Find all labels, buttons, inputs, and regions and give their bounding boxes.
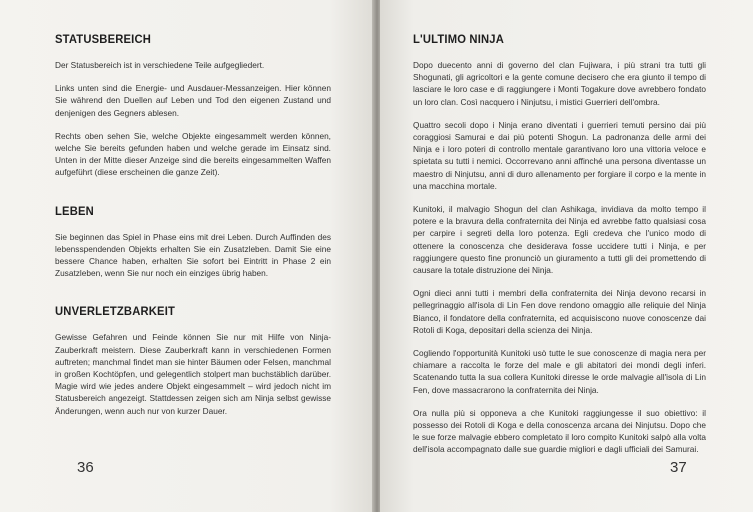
paragraph: Ogni dieci anni tutti i membri della confraternita dei Ninja devono recarsi in pellegrinaggio all'isola di Lin Fen dove rendono omaggio alle reliquie del Ninja Bianco, il fondatore della confraternita, ed acquisiscono nuove conoscenze dai Rotoli di Koga, depositari della scienza dei Ninja. <box>413 288 706 335</box>
paragraph: Dopo duecento anni di governo del clan Fujiwara, i più strani tra tutti gli Shogunati, gli agricoltori e la gente comune decisero che era giunto il tempo di lasciare le loro case e di raggiungere i Monti Togakure dove avrebbero fondato un loro clan. Così nacquero i Ninjutsu, i mistici Guerrieri dell'ombra. <box>413 60 706 107</box>
paragraph: Cogliendo l'opportunità Kunitoki usò tutte le sue conoscenze di magia nera per chiamare a raccolta le forze del male e gli abitatori dei mondi degli inferi. Scatenando tutta la sua collera Kunitoki diresse le orde malvagie all'isola di Lin Fen, dove massacrarono la confraternita dei Ninja. <box>413 348 706 395</box>
left-page <box>0 0 374 512</box>
section-spacer <box>55 290 331 304</box>
paragraph: Quattro secoli dopo i Ninja erano diventati i guerrieri temuti persino dai più coraggiosi Samurai e dai più potenti Shogun. La padronanza delle armi dei Ninja e i loro poteri di controllo mentale garantivano loro una vittoria veloce e spietata su tutti i nemici. Occorrevano anni affinché una persona diventasse un maestro di Ninjutsu, anni di duro allenamento per forgiare il corpo e la mente in una macchina mortale. <box>413 119 706 191</box>
heading-unverletzbarkeit: UNVERLETZBARKEIT <box>55 304 176 319</box>
paragraph: Rechts oben sehen Sie, welche Objekte eingesammelt werden können, welche Sie bereits gefunden haben und welche gerade im Einsatz sind. Unten in der Mitte dieser Anzeige sind die bereits eingesammelten Waffen aufgeführt (diese erscheinen die ganze Zeit). <box>55 130 331 178</box>
left-page-content <box>55 32 331 428</box>
paragraph: Kunitoki, il malvagio Shogun del clan Ashikaga, invidiava da molto tempo il potere e la bravura della confraternita dei Ninja ed avrebbe fatto qualsiasi cosa per carpire i segreti della loro potenza. Egli credeva che l'unico modo di ottenere la conoscenza che desiderava fosse uccidere tutti i Ninja, e per raggiungere questo fine pronunciò un giuramento a tutti gli dei promettendo di causare la totale distruzione dei Ninja. <box>413 204 706 276</box>
heading-ultimo-ninja: L'ULTIMO NINJA <box>413 32 504 46</box>
right-page-content <box>413 32 706 467</box>
section-spacer <box>55 190 331 204</box>
page-number-right: 37 <box>670 459 687 476</box>
paragraph: Ora nulla più si opponeva a che Kunitoki raggiungesse il suo obiettivo: il possesso dei Rotoli di Koga e della conoscenza arcana dei Ninjutsu. Dopo che le sue forze malvagie ebbero completato il loro compito Kunitoki salpò alla volta dell'isola accompagnato dalle sue guardie migliori e dagli ufficiali dei Samurai. <box>413 407 706 455</box>
right-page <box>380 0 753 512</box>
heading-leben: LEBEN <box>55 203 94 218</box>
paragraph: Links unten sind die Energie- und Ausdauer-Messanzeigen. Hier können Sie während den Duellen auf Leben und Tod den eigenen Zustand und denjenigen des Gegners ablesen. <box>55 83 331 118</box>
paragraph: Sie beginnen das Spiel in Phase eins mit drei Leben. Durch Auffinden des lebensspendenden Objekts erhalten Sie ein Zusatzleben. Damit Sie eine bessere Chance haben, erhalten Sie sofort bei Eintritt in Phase 2 ein Zusatzleben, wenn Sie nur noch ein einziges übrig haben. <box>55 231 331 279</box>
paragraph: Gewisse Gefahren und Feinde können Sie nur mit Hilfe von Ninja-Zauberkraft meistern. Diese Zauberkraft kann in verschiedenen Formen auftreten; manchmal findet man sie hinter Bäumen oder Felsen, manchmal in großen Kochtöpfen, und gelegentlich stolpert man buchstäblich darüber. Magie wird wie jedes andere Objekt eingesammelt – wird jedoch nicht im Statusbereich angezeigt. Stattdessen zeigen sich am Ninja selbst gewisse Änderungen, wenn auch nur von kurzer Dauer. <box>55 332 331 416</box>
heading-statusbereich: STATUSBEREICH <box>55 32 152 46</box>
paragraph: Der Statusbereich ist in verschiedene Teile aufgegliedert. <box>55 60 265 70</box>
page-number-left: 36 <box>77 459 94 476</box>
